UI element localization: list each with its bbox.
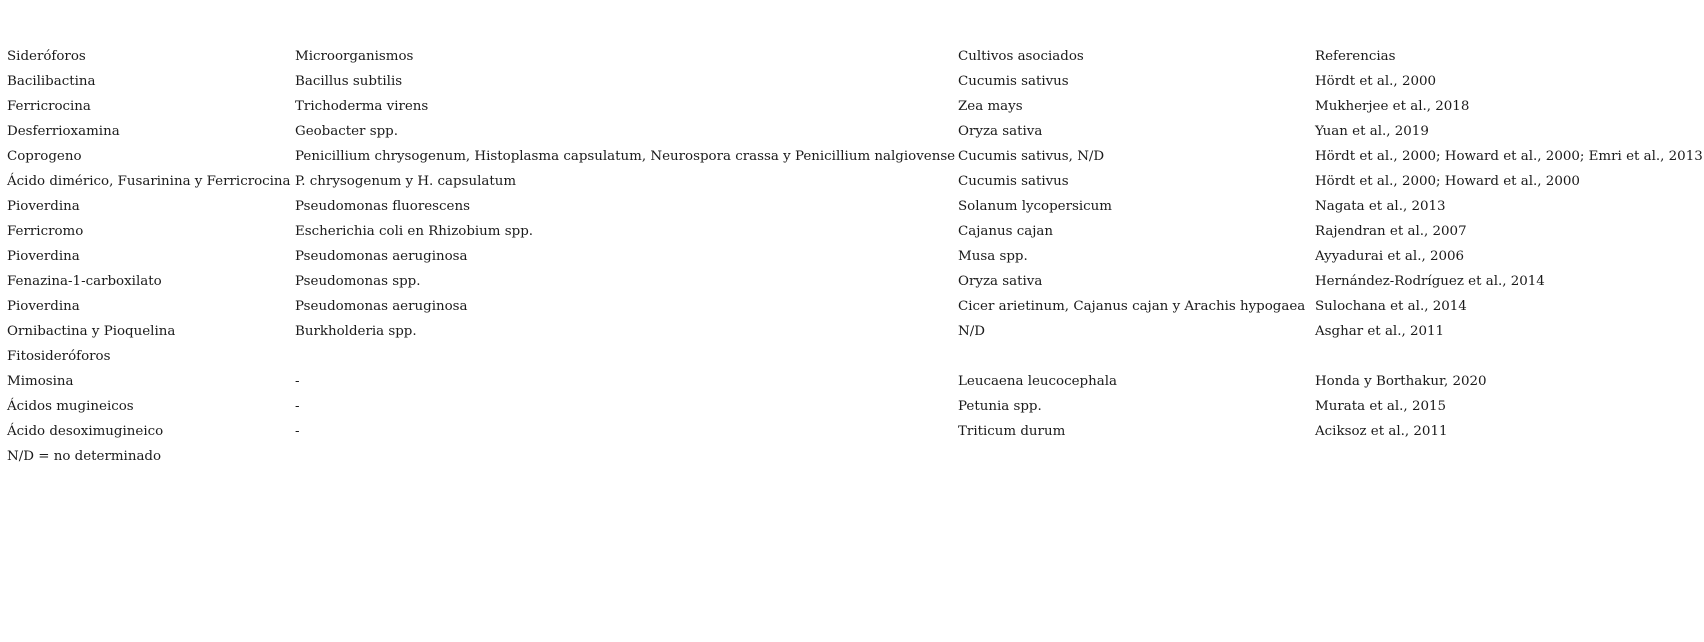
cell-crop: Cucumis sativus: [958, 74, 1069, 89]
cell-microorganism: -: [295, 399, 300, 414]
cell-crop: Triticum durum: [958, 424, 1066, 439]
table-row: [7, 69, 1703, 94]
cell-siderophore: Ácidos mugineicos: [7, 399, 134, 414]
cell-siderophore: Bacilibactina: [7, 74, 96, 89]
table-row: [7, 219, 1703, 244]
table-row: [7, 394, 1703, 419]
cell-microorganism: Escherichia coli en Rhizobium spp.: [295, 224, 534, 239]
cell-microorganism: Trichoderma virens: [295, 99, 429, 114]
footnote-spacer: [295, 444, 958, 469]
header-cell-microorganisms: Microorganismos: [295, 49, 414, 64]
cell-crop: Cucumis sativus: [958, 174, 1069, 189]
cell-siderophore: Ácido dimérico, Fusarinina y Ferricrocina: [7, 174, 291, 189]
header-cell-crops: Cultivos asociados: [958, 49, 1084, 64]
cell-microorganism: Pseudomonas aeruginosa: [295, 299, 468, 314]
cell-reference: Murata et al., 2015: [1315, 399, 1447, 414]
cell-crop: Leucaena leucocephala: [958, 374, 1117, 389]
cell-microorganism: Pseudomonas spp.: [295, 274, 421, 289]
cell-crop: Musa spp.: [958, 249, 1028, 264]
cell-reference: Honda y Borthakur, 2020: [1315, 374, 1487, 389]
cell-siderophore: Ácido desoximugineico: [7, 424, 164, 439]
cell-crop: Petunia spp.: [958, 399, 1042, 414]
footnote-spacer: [958, 444, 1315, 469]
header-cell-references: Referencias: [1315, 49, 1396, 64]
cell-reference: Sulochana et al., 2014: [1315, 299, 1467, 314]
cell-siderophore: Fenazina-1-carboxilato: [7, 274, 162, 289]
cell-crop: Cicer arietinum, Cajanus cajan y Arachis hypogaea: [958, 299, 1306, 314]
cell-crop: Solanum lycopersicum: [958, 199, 1112, 214]
cell-microorganism: [295, 344, 958, 369]
section-label: Fitosideróforos: [7, 349, 111, 364]
cell-reference: Hernández-Rodríguez et al., 2014: [1315, 274, 1545, 289]
table-row: [7, 369, 1703, 394]
cell-reference: Asghar et al., 2011: [1315, 324, 1445, 339]
table-row: [7, 94, 1703, 119]
table-row: [7, 269, 1703, 294]
table-row: [7, 319, 1703, 344]
table-row: [7, 169, 1703, 194]
cell-microorganism: P. chrysogenum y H. capsulatum: [295, 174, 517, 189]
cell-microorganism: Pseudomonas fluorescens: [295, 199, 470, 214]
table-row: [7, 119, 1703, 144]
cell-reference: Aciksoz et al., 2011: [1315, 424, 1448, 439]
cell-reference: Mukherjee et al., 2018: [1315, 99, 1470, 114]
cell-crop: Cajanus cajan: [958, 224, 1053, 239]
table-row: [7, 419, 1703, 444]
cell-siderophore: Pioverdina: [7, 199, 80, 214]
cell-crop: Cucumis sativus, N/D: [958, 149, 1105, 164]
siderophore-table-sheet: [7, 44, 1703, 469]
cell-siderophore: Mimosina: [7, 374, 74, 389]
cell-crop: Oryza sativa: [958, 124, 1043, 139]
cell-microorganism: Geobacter spp.: [295, 124, 398, 139]
cell-siderophore: Coprogeno: [7, 149, 82, 164]
cell-reference: Hördt et al., 2000; Howard et al., 2000: [1315, 174, 1580, 189]
header-cell-siderophores: Sideróforos: [7, 49, 86, 64]
cell-reference: Hördt et al., 2000: [1315, 74, 1437, 89]
table-header-row: [7, 44, 1703, 69]
cell-reference: [1315, 344, 1703, 369]
cell-microorganism: -: [295, 424, 300, 439]
cell-crop: Oryza sativa: [958, 274, 1043, 289]
table-row: [7, 244, 1703, 269]
cell-crop: N/D: [958, 324, 985, 339]
table-row: [7, 194, 1703, 219]
cell-microorganism: -: [295, 374, 300, 389]
cell-reference: Nagata et al., 2013: [1315, 199, 1446, 214]
cell-siderophore: Ornibactina y Pioquelina: [7, 324, 176, 339]
footnote-row: [7, 444, 1703, 469]
cell-reference: Ayyadurai et al., 2006: [1315, 249, 1465, 264]
cell-microorganism: Bacillus subtilis: [295, 74, 403, 89]
cell-siderophore: Desferrioxamina: [7, 124, 120, 139]
siderophore-table: [7, 44, 1703, 469]
table-row: [7, 294, 1703, 319]
table-footnote: N/D = no determinado: [7, 449, 162, 464]
cell-reference: Rajendran et al., 2007: [1315, 224, 1467, 239]
cell-siderophore: Ferricromo: [7, 224, 84, 239]
cell-siderophore: Ferricrocina: [7, 99, 91, 114]
cell-microorganism: Penicillium chrysogenum, Histoplasma capsulatum, Neurospora crassa y Penicillium nalgiovense: [295, 149, 956, 164]
cell-reference: Hördt et al., 2000; Howard et al., 2000; Emri et al., 2013: [1315, 149, 1703, 164]
cell-crop: [958, 344, 1315, 369]
cell-siderophore: Pioverdina: [7, 299, 80, 314]
cell-siderophore: Pioverdina: [7, 249, 80, 264]
section-row-phytosiderophores: [7, 344, 1703, 369]
cell-microorganism: Pseudomonas aeruginosa: [295, 249, 468, 264]
table-row: [7, 144, 1703, 169]
cell-crop: Zea mays: [958, 99, 1023, 114]
cell-microorganism: Burkholderia spp.: [295, 324, 417, 339]
cell-reference: Yuan et al., 2019: [1315, 124, 1429, 139]
footnote-spacer: [1315, 444, 1703, 469]
